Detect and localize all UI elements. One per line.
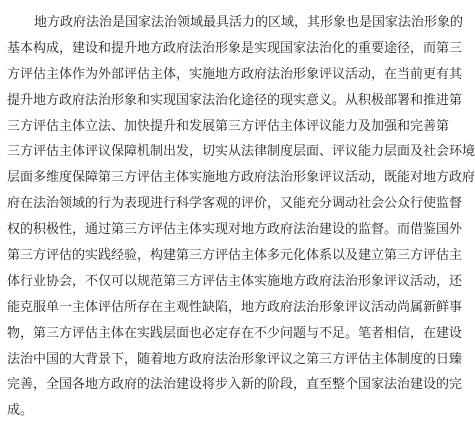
paragraph-line-1: 地方政府法治是国家法治领域最具活力的区域，其形象也是国家法治形象的 [34, 15, 464, 30]
paragraph-line-8: 府在法治领域的行为表现进行科学客观的评价，又能充分调动社会公众行使监督 [7, 196, 463, 212]
paragraph-line-9: 权的积极性，通过第三方评估主体实现对地方政府法治建设的监督。而借鉴国外 [7, 222, 463, 238]
paragraph-line-15: 完善，全国各地方政府的法治建设将步入新的阶段，直至整个国家法治建设的完 [7, 377, 463, 393]
paragraph-line-4: 提升地方政府法治形象和实现国家法治化途径的现实意义。从积极部署和推进第 [7, 92, 463, 108]
body-paragraph [7, 10, 475, 424]
paragraph-line-12: 能克服单一主体评估所存在主观性缺陷，地方政府法治形象评议活动尚属新鲜事 [7, 299, 463, 315]
paragraph-line-10: 第三方评估的实践经验，构建第三方评估主体多元化体系以及建立第三方评估主 [7, 248, 463, 264]
paragraph-line-16: 成。 [7, 403, 34, 419]
paragraph-line-7: 层面多维度保障第三方评估主体实施地方政府法治形象评议活动，既能对地方政府 [7, 170, 475, 186]
paragraph-line-2: 基本构成，建设和提升地方政府法治形象是实现国家法治化的重要途径，而第三 [7, 40, 463, 56]
paragraph-line-11: 体行业协会，不仅可以规范第三方评估主体实施地方政府法治形象评议活动，还 [7, 273, 463, 289]
paragraph-line-6: 三方评估主体评议保障机制出发，切实从法律制度层面、评议能力层面及社会环境 [7, 144, 475, 160]
paragraph-line-13: 物，第三方评估主体在实践层面也必定存在不少问题与不足。笔者相信，在建设 [7, 325, 463, 341]
paragraph-line-14: 法治中国的大背景下，随着地方政府法治形象评议之第三方评估主体制度的日臻 [7, 351, 463, 367]
paragraph-line-5: 三方评估主体立法、加快提升和发展第三方评估主体评议能力及加强和完善第 [7, 118, 450, 134]
paragraph-line-3: 方评估主体作为外部评估主体，实施地方政府法治形象评议活动，在当前更有其 [7, 66, 463, 82]
